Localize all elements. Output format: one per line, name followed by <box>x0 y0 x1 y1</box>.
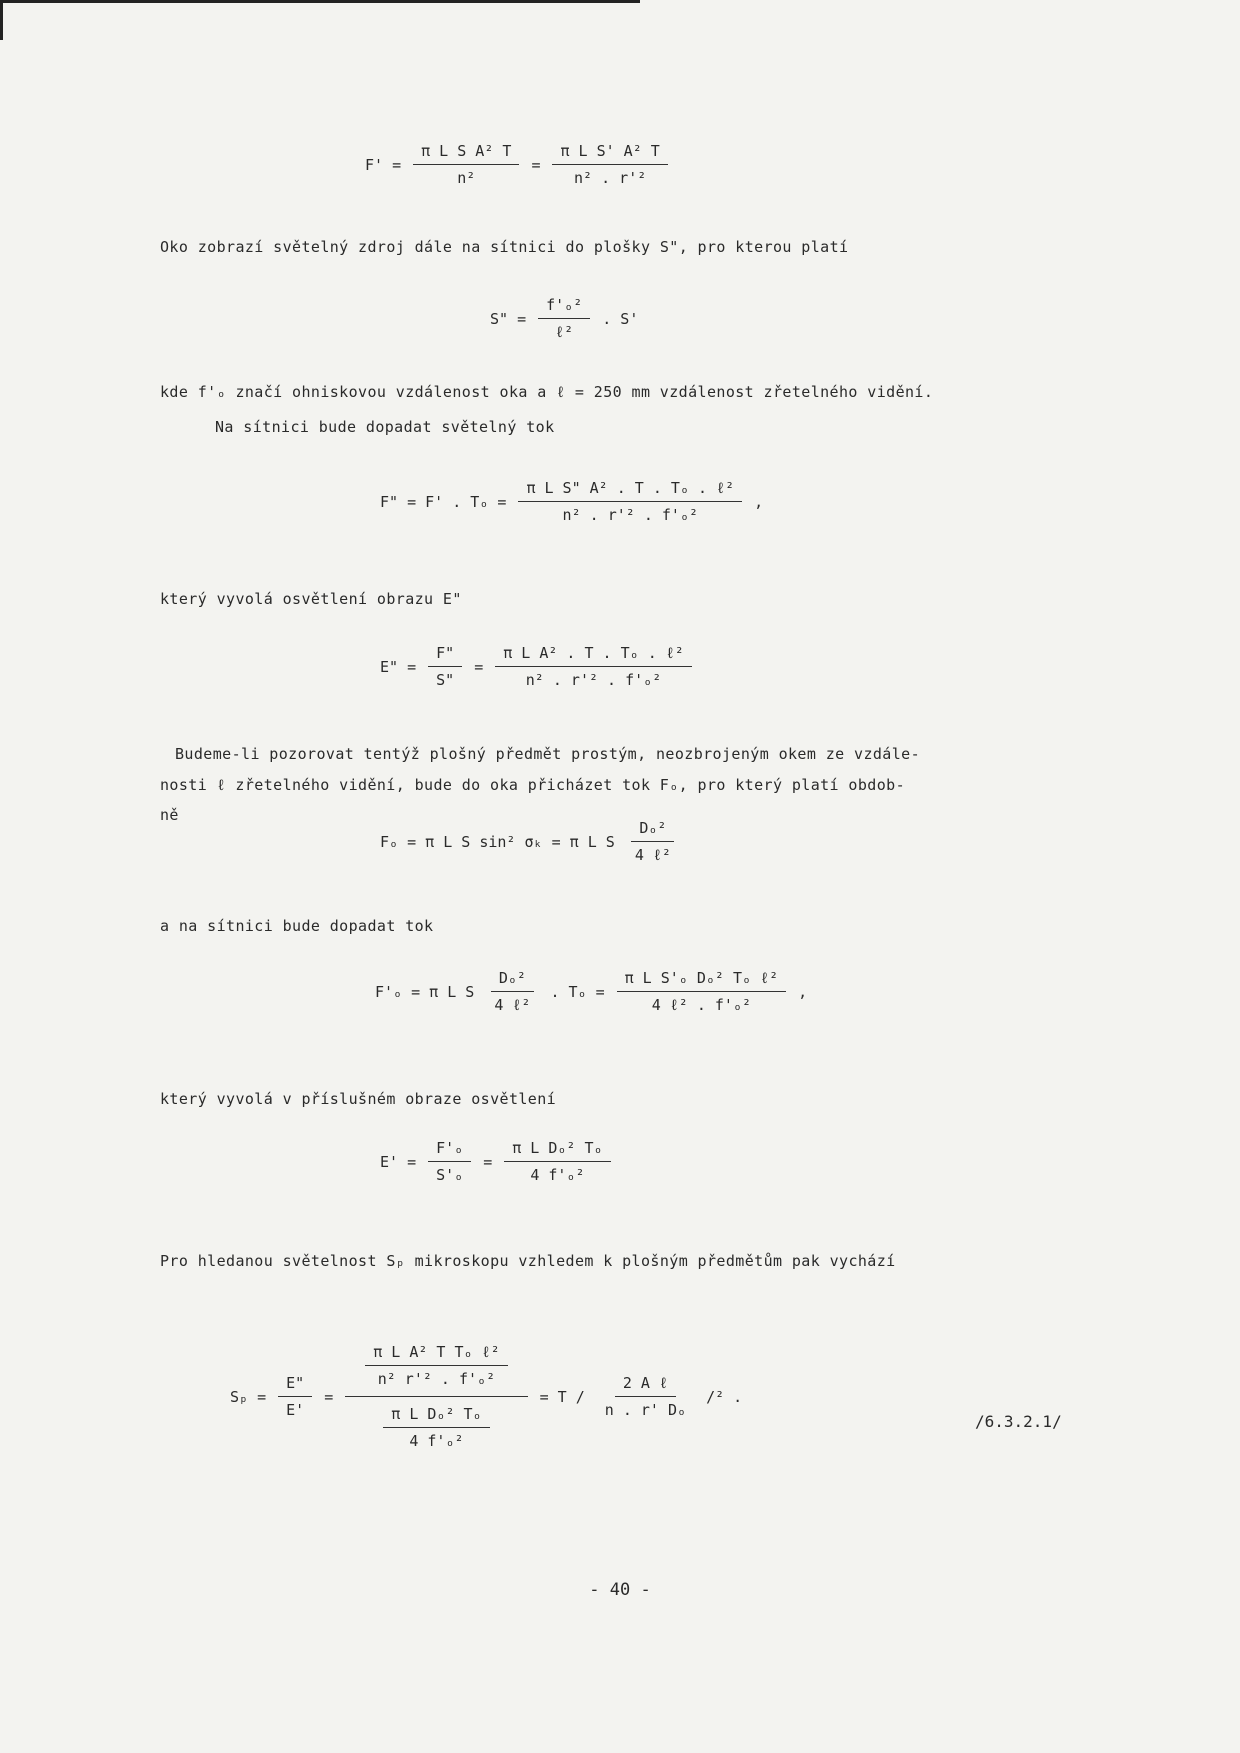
eq2-denominator: ℓ² <box>555 323 574 341</box>
eq8-compound-denominator <box>363 1397 509 1458</box>
eq4-lhs: E" = <box>380 657 417 676</box>
eq6-fraction-1 <box>486 965 538 1018</box>
eq8-inner-top-denominator: n² r'² . f'ₒ² <box>377 1370 496 1388</box>
equation-6 <box>375 965 807 1018</box>
eq8-fraction-ratio <box>278 1370 312 1423</box>
eq8-lhs: Sₚ = <box>230 1387 267 1406</box>
eq5-lhs: Fₒ = π L S sin² σₖ = π L S <box>380 832 615 851</box>
eq7-fraction-1 <box>428 1135 471 1188</box>
eq8-rhs-suffix: /² . <box>706 1387 743 1406</box>
equation-reference: /6.3.2.1/ <box>975 1412 1062 1431</box>
equation-5 <box>380 815 691 868</box>
eq6-numerator-1: Dₒ² <box>491 965 534 992</box>
eq8-inner-fraction-top <box>365 1339 507 1392</box>
eq8-rhs-fraction <box>597 1370 694 1423</box>
eq2-fraction <box>538 292 590 345</box>
eq4-equals: = <box>474 657 484 676</box>
eq8-rhs-denominator: n . r' Dₒ <box>604 1401 687 1419</box>
eq8-ratio-denominator: E' <box>286 1401 305 1419</box>
equation-8 <box>230 1335 742 1458</box>
text-line-7: ně <box>160 806 179 824</box>
eq7-lhs: E' = <box>380 1152 417 1171</box>
eq4-fraction-2 <box>495 640 692 693</box>
eq6-denominator-2: 4 ℓ² . f'ₒ² <box>651 996 752 1014</box>
equation-2 <box>490 292 638 345</box>
eq6-mid: . Tₒ = <box>550 982 605 1001</box>
eq6-fraction-2 <box>617 965 787 1018</box>
eq6-numerator-2: π L S'ₒ Dₒ² Tₒ ℓ² <box>617 965 787 992</box>
eq4-numerator-1: F" <box>428 640 462 667</box>
eq8-ratio-numerator: E" <box>278 1370 312 1397</box>
text-line-6: nosti ℓ zřetelného vidění, bude do oka přicházet tok Fₒ, pro který platí obdob- <box>160 776 906 794</box>
eq6-denominator-1: 4 ℓ² <box>494 996 531 1014</box>
text-line-5: Budeme-li pozorovat tentýž plošný předmět prostým, neozbrojeným okem ze vzdále- <box>175 745 921 763</box>
eq1-denominator-1: n² <box>457 169 476 187</box>
equation-7 <box>380 1135 623 1188</box>
eq3-tail: , <box>754 492 764 511</box>
text-line-3: Na sítnici bude dopadat světelný tok <box>215 418 555 436</box>
eq2-rhs: . S' <box>602 309 639 328</box>
eq1-numerator-1: π L S A² T <box>413 138 519 165</box>
eq5-fraction <box>627 815 679 868</box>
eq3-numerator: π L S" A² . T . Tₒ . ℓ² <box>518 475 742 502</box>
eq8-compound-fraction <box>345 1335 527 1458</box>
eq1-numerator-2: π L S' A² T <box>552 138 667 165</box>
text-line-1: Oko zobrazí světelný zdroj dále na sítnici do plošky S", pro kterou platí <box>160 238 849 256</box>
equation-4 <box>380 640 704 693</box>
eq1-lhs: F' = <box>365 155 402 174</box>
eq3-denominator: n² . r'² . f'ₒ² <box>562 506 699 524</box>
eq7-numerator-2: π L Dₒ² Tₒ <box>504 1135 610 1162</box>
eq8-inner-bottom-denominator: 4 f'ₒ² <box>409 1432 464 1450</box>
eq2-lhs: S" = <box>490 309 527 328</box>
eq4-numerator-2: π L A² . T . Tₒ . ℓ² <box>495 640 692 667</box>
eq5-numerator: Dₒ² <box>631 815 674 842</box>
eq2-numerator: f'ₒ² <box>538 292 590 319</box>
text-line-8: a na sítnici bude dopadat tok <box>160 917 434 935</box>
scan-edge-left <box>0 0 3 40</box>
eq7-denominator-2: 4 f'ₒ² <box>530 1166 585 1184</box>
text-line-9: který vyvolá v příslušném obraze osvětlení <box>160 1090 557 1108</box>
eq7-equals: = <box>483 1152 493 1171</box>
eq8-equals: = <box>324 1387 334 1406</box>
eq5-denominator: 4 ℓ² <box>634 846 671 864</box>
equation-1 <box>365 138 680 191</box>
eq1-fraction-1 <box>413 138 519 191</box>
eq8-inner-fraction-bottom <box>383 1401 489 1454</box>
eq1-fraction-2 <box>552 138 667 191</box>
page-number: - 40 - <box>589 1580 651 1600</box>
eq1-equals: = <box>531 155 541 174</box>
eq8-rhs-numerator: 2 A ℓ <box>615 1370 676 1397</box>
eq8-inner-bottom-numerator: π L Dₒ² Tₒ <box>383 1401 489 1428</box>
eq8-inner-top-numerator: π L A² T Tₒ ℓ² <box>365 1339 507 1366</box>
eq4-fraction-1 <box>428 640 462 693</box>
text-line-4: který vyvolá osvětlení obrazu E" <box>160 590 462 608</box>
eq4-denominator-1: S" <box>436 671 455 689</box>
eq1-denominator-2: n² . r'² <box>574 169 647 187</box>
text-line-10: Pro hledanou světelnost Sₚ mikroskopu vzhledem k plošným předmětům pak vychází <box>160 1252 896 1270</box>
scan-edge-top <box>0 0 640 3</box>
eq6-lhs: F'ₒ = π L S <box>375 982 475 1001</box>
eq7-denominator-1: S'ₒ <box>436 1166 464 1184</box>
eq8-compound-numerator <box>345 1335 527 1397</box>
text-line-2: kde f'ₒ značí ohniskovou vzdálenost oka a ℓ = 250 mm vzdálenost zřetelného vidění. <box>160 383 934 401</box>
eq4-denominator-2: n² . r'² . f'ₒ² <box>525 671 662 689</box>
eq6-tail: , <box>798 982 808 1001</box>
eq8-rhs-prefix: = T / <box>539 1387 585 1406</box>
eq7-fraction-2 <box>504 1135 610 1188</box>
eq3-fraction <box>518 475 742 528</box>
equation-3 <box>380 475 763 528</box>
eq3-lhs: F" = F' . Tₒ = <box>380 492 507 511</box>
eq7-numerator-1: F'ₒ <box>428 1135 471 1162</box>
